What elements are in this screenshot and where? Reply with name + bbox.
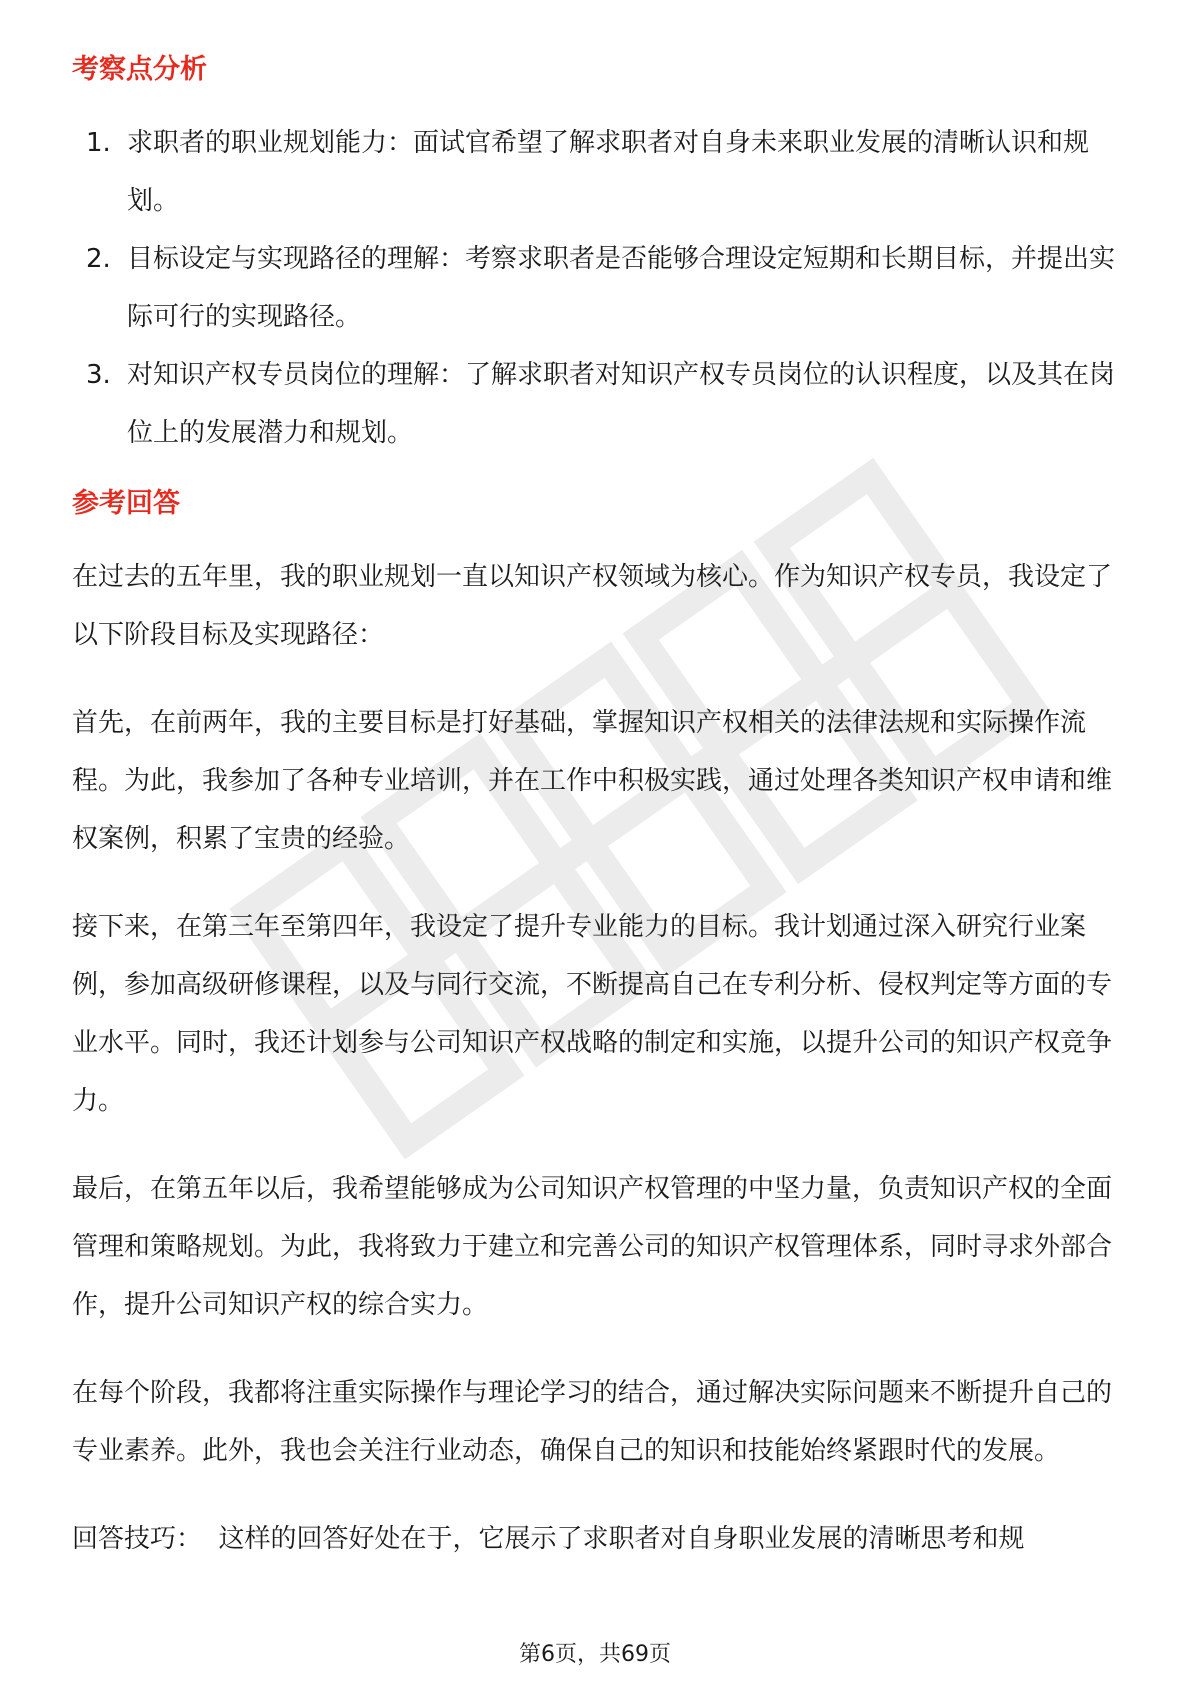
- list-item-number: 3.: [86, 360, 111, 390]
- list-item-text: 求职者的职业规划能力：面试官希望了解求职者对自身未来职业发展的清晰认识和规划。: [127, 128, 1090, 216]
- list-item-text: 目标设定与实现路径的理解：考察求职者是否能够合理设定短期和长期目标，并提出实际可行的实现路径。: [127, 244, 1116, 332]
- list-item: [72, 346, 1122, 462]
- section-title-reference-answer: 参考回答: [72, 488, 180, 519]
- list-item: [72, 230, 1122, 346]
- section-title-analysis: 考察点分析: [72, 54, 207, 85]
- analysis-point-list: [72, 114, 1122, 462]
- answer-tips-paragraph: 回答技巧： 这样的回答好处在于，它展示了求职者对自身职业发展的清晰思考和规: [72, 1524, 1025, 1554]
- answer-paragraph: 在每个阶段，我都将注重实际操作与理论学习的结合，通过解决实际问题来不断提升自己的专业素养。此外，我也会关注行业动态，确保自己的知识和技能始终紧跟时代的发展。: [72, 1378, 1113, 1466]
- document-content: [72, 44, 1122, 1598]
- list-item-number: 1.: [86, 128, 111, 158]
- list-item: [72, 114, 1122, 230]
- answer-paragraph: 接下来，在第三年至第四年，我设定了提升专业能力的目标。我计划通过深入研究行业案例，参加高级研修课程，以及与同行交流，不断提高自己在专利分析、侵权判定等方面的专业水平。同时，我还计划参与公司知识产权战略的制定和实施，以提升公司的知识产权竞争力。: [72, 912, 1113, 1116]
- answer-paragraph: 在过去的五年里，我的职业规划一直以知识产权领域为核心。作为知识产权专员，我设定了以下阶段目标及实现路径：: [72, 562, 1113, 650]
- answer-paragraph: 最后，在第五年以后，我希望能够成为公司知识产权管理的中坚力量，负责知识产权的全面管理和策略规划。为此，我将致力于建立和完善公司的知识产权管理体系，同时寻求外部合作，提升公司知识产权的综合实力。: [72, 1174, 1113, 1320]
- page-number-footer: 第6页，共69页: [519, 1642, 671, 1667]
- answer-paragraph: 首先，在前两年，我的主要目标是打好基础，掌握知识产权相关的法律法规和实际操作流程。为此，我参加了各种专业培训，并在工作中积极实践，通过处理各类知识产权申请和维权案例，积累了宝贵的经验。: [72, 708, 1113, 854]
- list-item-text: 对知识产权专员岗位的理解：了解求职者对知识产权专员岗位的认识程度，以及其在岗位上的发展潜力和规划。: [127, 360, 1116, 448]
- list-item-number: 2.: [86, 244, 111, 274]
